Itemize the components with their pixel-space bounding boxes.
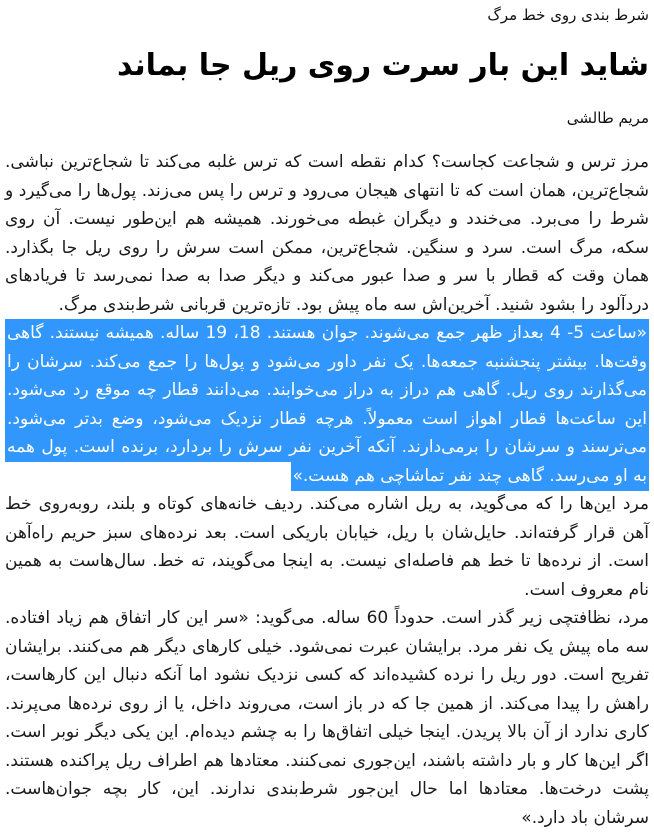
paragraph-cleaner-quote: مرد، نظافتچی زیر گذر است. حدوداً 60 ساله. می‌گوید: «سر این کار اتفاق هم زیاد افتاده. سه ماه پیش یک نفر مرد. برایشان عبرت نمی‌شود. خیلی کارهای دیگر هم می‌کنند. برایشان تفریح است. دور ریل را نرده کشیده‌اند که کسی نزدیک نشود اما آنکه دنبال این کارهاست، راهش را پیدا می‌کند. از همین جا که در باز است، می‌روند داخل، یا از روی نرده‌ها می‌پرند. کاری ندارد از آن بالا پریدن. اینجا خیلی اتفاق‌ها را به چشم دیده‌ام. این یکی دیگر نوبر است. اگر این‌ها کار و بار داشته باشند، این‌جوری نمی‌کنند. معتادها هم اطراف ریل پراکنده هستند. پشت درخت‌ها. معتادها اما حال این‌جور شرط‌بندی ندارند. این، کار بچه جوان‌هاست. سرشان باد دارد.» xyxy=(5,608,649,828)
article-kicker: شرط بندی روی خط مرگ xyxy=(487,6,649,24)
paragraph-intro: مرز ترس و شجاعت کجاست؟ کدام نقطه است که ترس غلبه می‌کند تا شجاع‌ترین نباشی. شجاع‌ترین، همان است که تا انتهای هیجان می‌رود و ترس را پس می‌زند. پول‌ها را می‌گیرد و شرط را می‌برد. می‌خندد و دیگران غبطه می‌خورند. همیشه هم این‌طور نیست. آن روی سکه، مرگ است. سرد و سنگین. شجاع‌ترین، ممکن است سرش را روی ریل جا بگذارد. همان وقت که قطار با سر و صدا عبور می‌کند و دیگر صدا به صدا نمی‌رسد تا فریادهای دردآلود را بشود شنید. آخرین‌اش سه ماه پیش بود. تازه‌ترین قربانی شرط‌بندی مرگ. xyxy=(5,152,649,315)
paragraph-quote-highlighted xyxy=(5,319,649,490)
article-title: شاید این بار سرت روی ریل جا بماند xyxy=(117,48,649,83)
selected-text: «ساعت 5- 4 بعداز ظهر جمع می‌شوند. جوان هستند. 18، 19 ساله. همیشه نیستند. گاهی وقت‌ها. بیشتر پنجشنبه جمعه‌ها. یک نفر داور می‌شود و پول‌ها را جمع می‌کند. سرشان را می‌گذارند روی ریل. گاهی هم دراز به دراز می‌خوابند. می‌دانند قطار چه موقع رد می‌شود. این ساعت‌ها قطار اهواز است معمولاً. هرچه قطار نزدیک می‌شود، وضع بدتر می‌شود. می‌ترسند و سرشان را برمی‌دارند. آنکه آخرین نفر سرش را بردارد، برنده است. پول همه به او می‌رسد. گاهی چند نفر تماشاچی هم هست.» xyxy=(5,319,649,491)
paragraph-rail-description: مرد این‌ها را که می‌گوید، به ریل اشاره می‌کند. ردیف خانه‌های کوتاه و بلند، روبه‌روی خط آهن قرار گرفته‌اند. حایل‌شان با ریل، خیابان باریکی است. بعد نرده‌های سبز حریم راه‌آهن است. از نرده‌ها تا خط هم فاصله‌ای نیست. به اینجا می‌گویند، ته خط. سال‌هاست به همین نام معروف است. xyxy=(5,494,649,600)
article-body xyxy=(5,148,649,832)
article-author: مریم طالشی xyxy=(566,109,649,127)
